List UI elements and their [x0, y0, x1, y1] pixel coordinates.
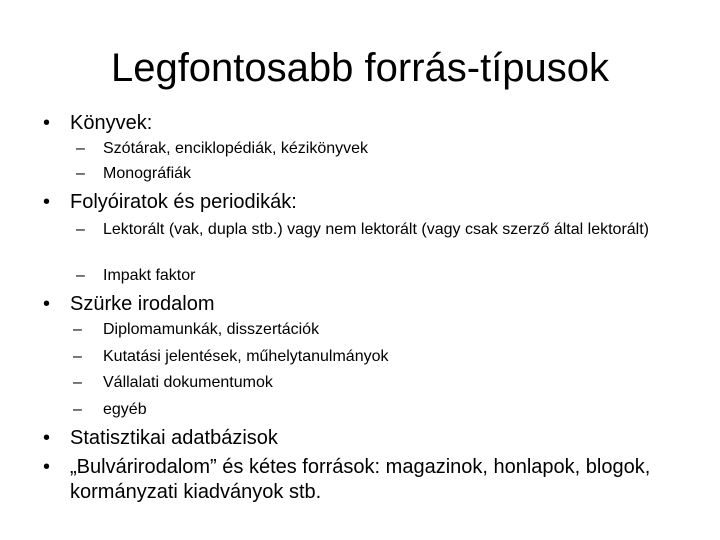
sub-bullet-text: Monográfiák	[103, 165, 192, 182]
bullet-text: Statisztikai adatbázisok	[70, 427, 278, 449]
sub-bullet-item	[73, 373, 663, 393]
bullet-item-periodicals	[43, 190, 690, 215]
sub-bullet-item	[76, 220, 663, 240]
sub-bullet-text: Vállalati dokumentumok	[103, 374, 273, 391]
sub-bullet-text: Kutatási jelentések, műhelytanulmányok	[103, 348, 389, 365]
bullet-item-books	[43, 111, 690, 136]
bullet-text: „Bulvárirodalom” és kétes források: magazinok, honlapok, blogok, kormányzati kiadványok stb.	[70, 456, 651, 503]
bullet-text: Folyóiratok és periodikák:	[70, 191, 297, 213]
dash-icon: –	[73, 321, 82, 338]
sub-bullet-item	[76, 139, 663, 159]
dash-icon: –	[76, 165, 85, 182]
dash-icon: –	[76, 221, 85, 238]
bullet-item-grey-literature	[43, 292, 690, 317]
dash-icon: –	[73, 374, 82, 391]
bullet-icon: •	[43, 456, 51, 478]
bullet-item-tabloid-sources	[43, 455, 690, 505]
dash-icon: –	[73, 401, 82, 418]
sub-bullet-item	[73, 347, 663, 367]
slide-title: Legfontosabb forrás-típusok	[110, 46, 610, 90]
sub-bullet-item	[76, 266, 663, 286]
dash-icon: –	[76, 140, 85, 157]
sub-bullet-text: Diplomamunkák, disszertációk	[103, 321, 320, 338]
sub-bullet-item	[73, 320, 663, 340]
bullet-item-statistical-databases	[43, 426, 690, 451]
bullet-icon: •	[43, 427, 51, 449]
sub-bullet-text: Impakt faktor	[103, 267, 196, 284]
bullet-icon: •	[43, 191, 51, 213]
sub-bullet-item	[76, 164, 663, 184]
sub-bullet-text: egyéb	[103, 401, 147, 418]
sub-bullet-text: Lektorált (vak, dupla stb.) vagy nem lektorált (vagy csak szerző által lektorált)	[103, 221, 649, 238]
bullet-icon: •	[43, 112, 51, 134]
bullet-text: Könyvek:	[70, 112, 153, 134]
dash-icon: –	[73, 348, 82, 365]
bullet-text: Szürke irodalom	[70, 293, 215, 315]
sub-bullet-item	[73, 400, 663, 420]
bullet-icon: •	[43, 293, 51, 315]
dash-icon: –	[76, 267, 85, 284]
sub-bullet-text: Szótárak, enciklopédiák, kézikönyvek	[103, 140, 369, 157]
